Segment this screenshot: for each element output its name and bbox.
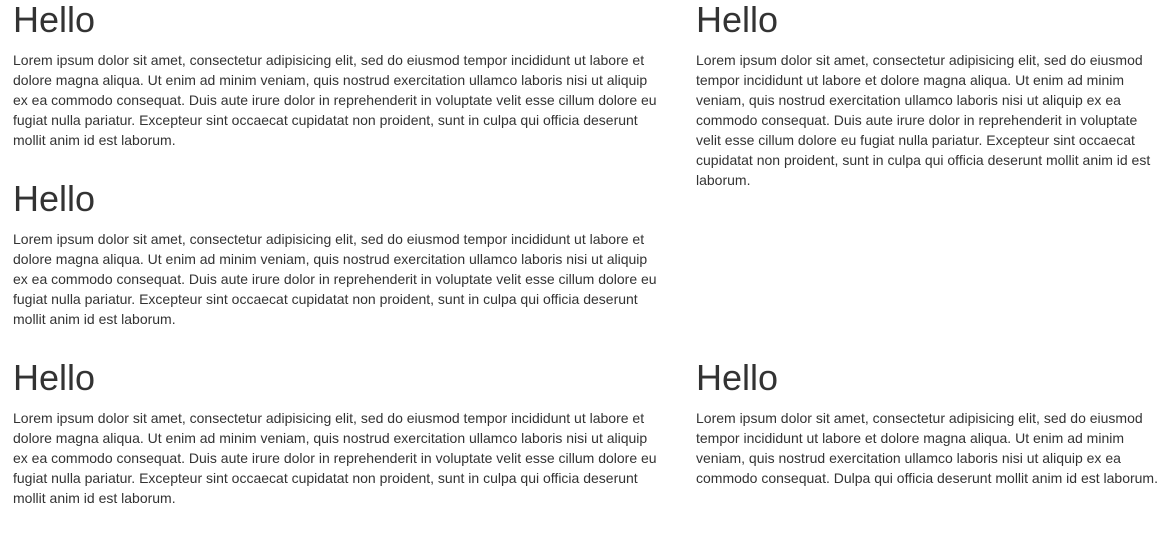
block-heading: Hello bbox=[696, 0, 779, 40]
content-block-left-1 bbox=[13, 0, 665, 150]
block-paragraph: Lorem ipsum dolor sit amet, consectetur adipisicing elit, sed do eiusmod tempor incididunt ut labore et dolore magna aliqua. Ut enim ad minim veniam, quis nostrud exercitation ullamco laboris nisi ut aliquip ex ea commodo consequat. Duis aute irure dolor in reprehenderit in voluptate velit esse cillum dolore eu fugiat nulla pariatur. Excepteur sint occaecat cupidatat non proident, sunt in culpa qui officia deserunt mollit anim id est laborum. bbox=[13, 231, 657, 327]
block-heading: Hello bbox=[13, 357, 96, 398]
block-paragraph: Lorem ipsum dolor sit amet, consectetur adipisicing elit, sed do eiusmod tempor incididunt ut labore et dolore magna aliqua. Ut enim ad minim veniam, quis nostrud exercitation ullamco laboris nisi ut aliquip ex ea commodo consequat. Dulpa qui officia deserunt mollit anim id est laborum. bbox=[696, 410, 1158, 486]
block-paragraph: Lorem ipsum dolor sit amet, consectetur adipisicing elit, sed do eiusmod tempor incididunt ut labore et dolore magna aliqua. Ut enim ad minim veniam, quis nostrud exercitation ullamco laboris nisi ut aliquip ex ea commodo consequat. Duis aute irure dolor in reprehenderit in voluptate velit esse cillum dolore eu fugiat nulla pariatur. Excepteur sint occaecat cupidatat non proident, sunt in culpa qui officia deserunt mollit anim id est laborum. bbox=[696, 52, 1151, 188]
content-block-right-2 bbox=[696, 358, 1158, 488]
block-paragraph: Lorem ipsum dolor sit amet, consectetur adipisicing elit, sed do eiusmod tempor incididunt ut labore et dolore magna aliqua. Ut enim ad minim veniam, quis nostrud exercitation ullamco laboris nisi ut aliquip ex ea commodo consequat. Duis aute irure dolor in reprehenderit in voluptate velit esse cillum dolore eu fugiat nulla pariatur. Excepteur sint occaecat cupidatat non proident, sunt in culpa qui officia deserunt mollit anim id est laborum. bbox=[13, 410, 657, 506]
block-paragraph: Lorem ipsum dolor sit amet, consectetur adipisicing elit, sed do eiusmod tempor incididunt ut labore et dolore magna aliqua. Ut enim ad minim veniam, quis nostrud exercitation ullamco laboris nisi ut aliquip ex ea commodo consequat. Duis aute irure dolor in reprehenderit in voluptate velit esse cillum dolore eu fugiat nulla pariatur. Excepteur sint occaecat cupidatat non proident, sunt in culpa qui officia deserunt mollit anim id est laborum. bbox=[13, 52, 657, 148]
content-block-left-2 bbox=[13, 179, 665, 329]
block-heading: Hello bbox=[696, 357, 779, 398]
content-block-left-3 bbox=[13, 358, 665, 508]
block-heading: Hello bbox=[13, 0, 96, 40]
block-heading: Hello bbox=[13, 178, 96, 219]
content-block-right-1 bbox=[696, 0, 1158, 190]
